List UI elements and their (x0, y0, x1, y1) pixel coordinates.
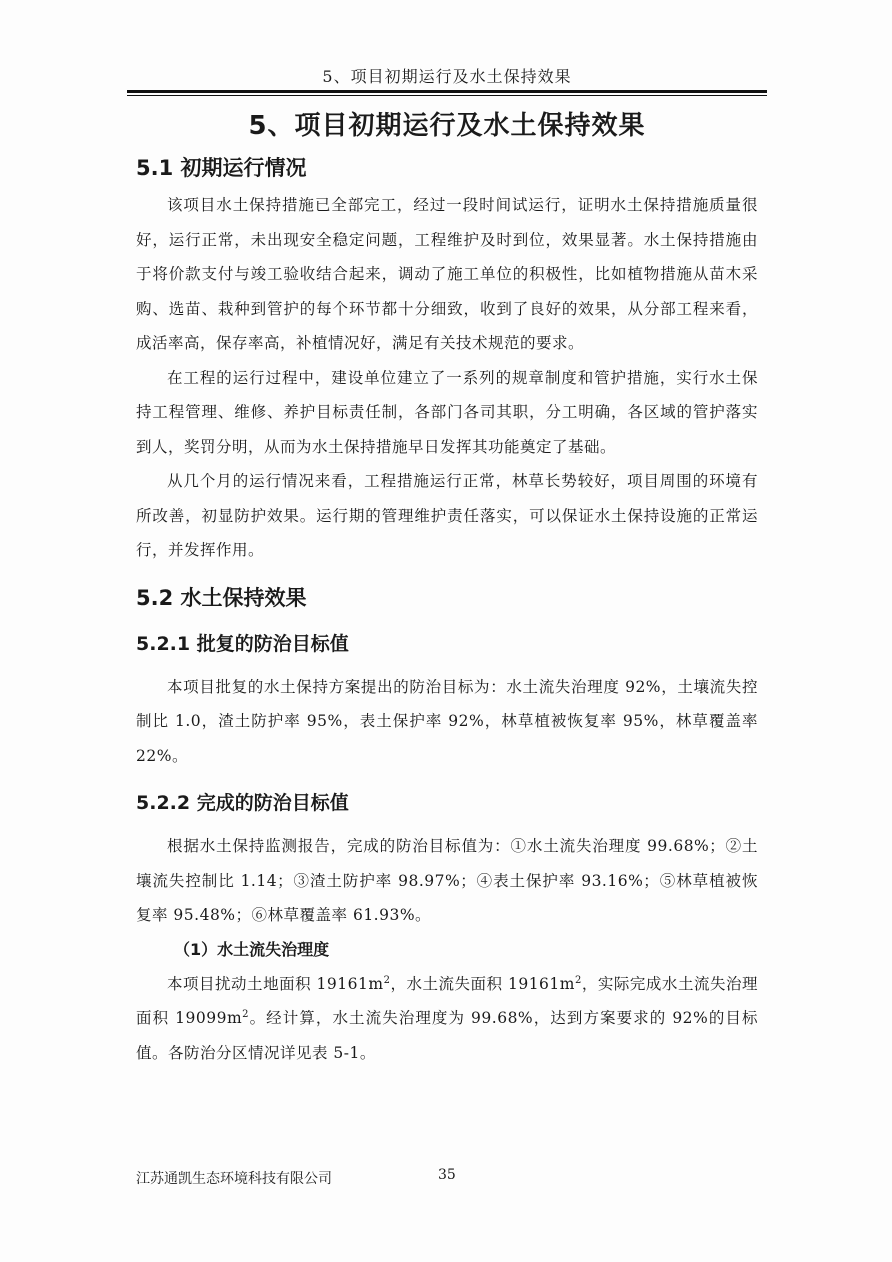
paragraph: 本项目批复的水土保持方案提出的防治目标为：水土流失治理度 92%，土壤流失控制比 1.0，渣土防护率 95%，表土保护率 92%，林草植被恢复率 95%，林草覆盖率 22%。 (136, 677, 758, 765)
text-run: ，水土流失面积 19161m (390, 974, 575, 993)
superscript: 2 (383, 974, 391, 986)
header-rule (127, 90, 767, 93)
paragraph: 根据水土保持监测报告，完成的防治目标值为：①水土流失治理度 99.68%；②土壤流失控制比 1.14；③渣土防护率 98.97%；④表土保护率 93.16%；⑤林草植被恢复率 95.48%；⑥林草覆盖率 61.93%。 (136, 837, 758, 924)
header-rule-thin (127, 95, 767, 96)
running-header: 5、项目初期运行及水土保持效果 (322, 67, 572, 86)
section-heading-5-2-1: 5.2.1 批复的防治目标值 (136, 632, 349, 655)
paragraph: 该项目水土保持措施已全部完工，经过一段时间试运行，证明水土保持措施质量很好，运行正常，未出现安全稳定问题，工程维护及时到位，效果显著。水土保持措施由于将价款支付与竣工验收结合起来，调动了施工单位的积极性，比如植物措施从苗木采购、选苗、栽种到管护的每个环节都十分细致，收到了良好的效果，从分部工程来看，成活率高，保存率高，补植情况好，满足有关技术规范的要求。 (136, 196, 758, 352)
chapter-title: 5、项目初期运行及水土保持效果 (248, 111, 646, 141)
section-heading-5-2: 5.2 水土保持效果 (136, 585, 307, 610)
page-content (136, 104, 758, 1070)
footer-company: 江苏通凯生态环境科技有限公司 (136, 1171, 332, 1187)
superscript: 2 (574, 974, 582, 986)
paragraph: 在工程的运行过程中，建设单位建立了一系列的规章制度和管护措施，实行水土保持工程管理、维修、养护目标责任制，各部门各司其职，分工明确，各区域的管护落实到人，奖罚分明，从而为水土保持措施早日发挥其功能奠定了基础。 (136, 368, 758, 456)
section-heading-5-2-2: 5.2.2 完成的防治目标值 (136, 792, 349, 814)
text-run: 本项目扰动土地面积 19161m (167, 974, 384, 993)
text-run: 。经计算，水土流失治理度为 99.68%，达到方案要求的 92%的目标值。各防治分区情况详见表 5-1。 (136, 1009, 758, 1062)
section-heading-5-1: 5.1 初期运行情况 (136, 156, 307, 180)
page-number: 35 (438, 1167, 456, 1183)
paragraph: 从几个月的运行情况来看，工程措施运行正常，林草长势较好，项目周围的环境有所改善，初显防护效果。运行期的管理维护责任落实，可以保证水土保持设施的正常运行，并发挥作用。 (136, 472, 758, 559)
subsection-heading-1: （1）水土流失治理度 (174, 939, 330, 959)
text-run: ，实际完成水土流失治理面积 19099m (136, 974, 758, 1027)
superscript: 2 (242, 1008, 250, 1020)
paragraph (136, 967, 758, 1071)
